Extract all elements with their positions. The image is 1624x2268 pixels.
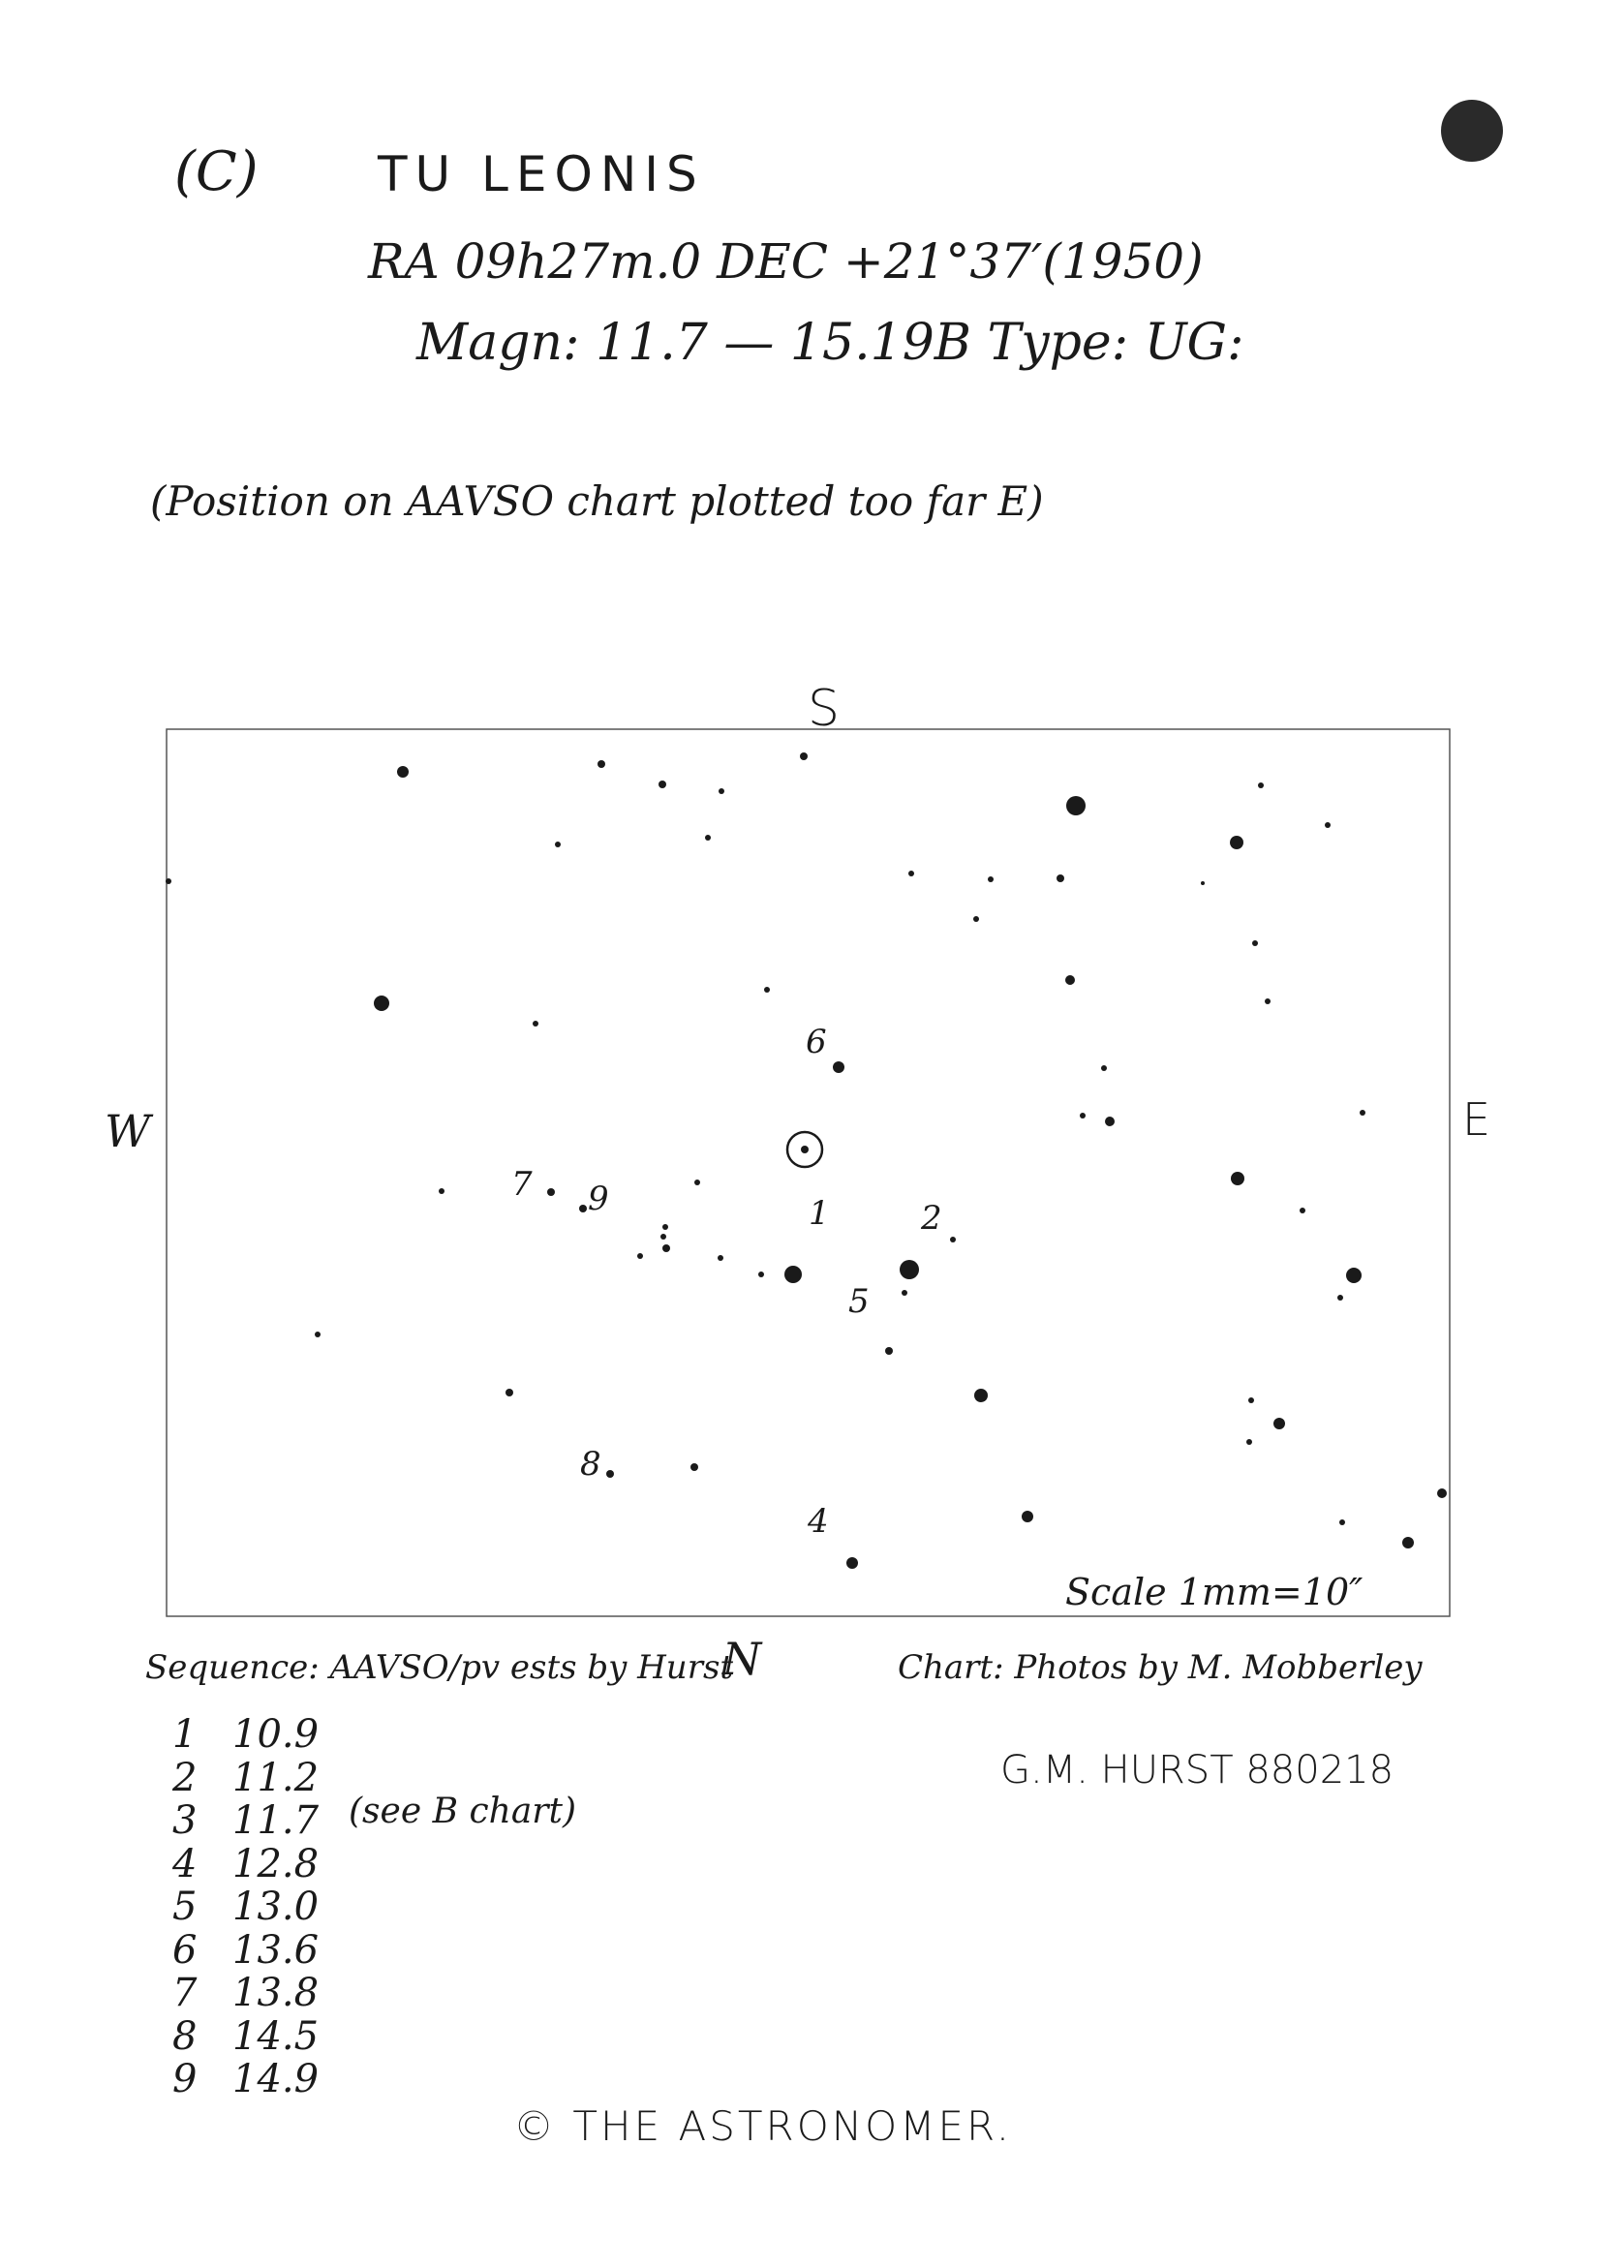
sequence-number: 3 bbox=[172, 1798, 198, 1843]
field-star bbox=[1201, 881, 1205, 885]
field-star bbox=[1273, 1418, 1285, 1429]
field-star bbox=[1402, 1537, 1414, 1548]
author-signature: G.M. HURST 880218 bbox=[1000, 1748, 1394, 1793]
field-star bbox=[1248, 1397, 1254, 1403]
field-star bbox=[374, 996, 389, 1011]
position-note: (Position on AAVSO chart plotted too far E) bbox=[150, 477, 1044, 525]
field-star bbox=[598, 760, 605, 768]
field-star bbox=[439, 1188, 444, 1194]
sequence-magnitude: 11.2 bbox=[232, 1755, 320, 1800]
coordinates: RA 09h27m.0 DEC +21°37′(1950) bbox=[368, 233, 1204, 290]
field-star bbox=[988, 876, 994, 882]
field-star bbox=[900, 1260, 919, 1279]
field-star bbox=[1252, 940, 1258, 946]
field-star bbox=[1300, 1208, 1305, 1213]
field-star bbox=[974, 1389, 988, 1402]
sequence-number: 7 bbox=[172, 1971, 198, 2015]
field-star bbox=[1066, 796, 1086, 815]
field-star bbox=[1101, 1065, 1107, 1071]
field-star bbox=[662, 1244, 670, 1252]
field-star bbox=[579, 1205, 587, 1212]
chart-frame bbox=[167, 729, 1450, 1616]
field-star bbox=[1339, 1519, 1345, 1525]
field-star bbox=[547, 1188, 555, 1196]
direction-east: E bbox=[1462, 1093, 1491, 1146]
field-star bbox=[784, 1266, 802, 1283]
sequence-number: 6 bbox=[172, 1927, 198, 1973]
sequence-magnitude: 13.6 bbox=[232, 1927, 320, 1973]
field-star bbox=[166, 878, 171, 884]
field-star bbox=[397, 766, 409, 778]
direction-west: W bbox=[105, 1105, 151, 1157]
sequence-number: 1 bbox=[172, 1712, 198, 1757]
field-star bbox=[1231, 1172, 1244, 1185]
field-star bbox=[1325, 822, 1331, 828]
field-star bbox=[1022, 1511, 1033, 1522]
variable-marker bbox=[787, 1132, 822, 1167]
field-star bbox=[950, 1237, 956, 1242]
punch-mark bbox=[1441, 100, 1503, 162]
field-star bbox=[1065, 975, 1075, 985]
comparison-star-label: 9 bbox=[588, 1180, 609, 1218]
field-star bbox=[1360, 1110, 1365, 1116]
field-star bbox=[764, 987, 770, 993]
see-b-chart: (see B chart) bbox=[349, 1792, 577, 1831]
field-star bbox=[885, 1347, 893, 1355]
sequence-magnitude: 13.0 bbox=[232, 1885, 320, 1929]
field-star bbox=[1057, 874, 1064, 882]
field-star bbox=[1437, 1488, 1447, 1498]
sequence-number: 4 bbox=[172, 1841, 198, 1886]
sequence-magnitude: 12.8 bbox=[232, 1841, 320, 1886]
field-star bbox=[719, 788, 724, 794]
comparison-star-label: 8 bbox=[580, 1445, 601, 1484]
sequence-magnitude: 10.9 bbox=[232, 1712, 320, 1757]
field-star bbox=[1246, 1439, 1252, 1445]
sequence-number: 5 bbox=[172, 1885, 198, 1929]
sequence-magnitude: 14.9 bbox=[232, 2057, 320, 2101]
field-star bbox=[800, 752, 808, 760]
field-star bbox=[973, 916, 979, 922]
copyright: © THE ASTRONOMER. bbox=[513, 2102, 1013, 2150]
field-star bbox=[902, 1290, 907, 1296]
field-star bbox=[908, 871, 914, 876]
field-star bbox=[1230, 836, 1243, 849]
scale-note: Scale 1mm=10″ bbox=[1065, 1571, 1364, 1613]
chart-id-label: (C) bbox=[174, 140, 259, 203]
field-star bbox=[1080, 1113, 1086, 1119]
field-star bbox=[833, 1061, 844, 1073]
magnitude-range: Magn: 11.7 — 15.19B Type: UG: bbox=[416, 314, 1244, 372]
comparison-star-label: 7 bbox=[511, 1165, 533, 1204]
field-star bbox=[1337, 1295, 1343, 1301]
field-star bbox=[690, 1463, 698, 1471]
field-star bbox=[1346, 1268, 1362, 1283]
field-star bbox=[694, 1180, 700, 1185]
field-star bbox=[758, 1272, 764, 1277]
comparison-star-label: 1 bbox=[809, 1194, 830, 1233]
field-star bbox=[1258, 782, 1264, 788]
field-star bbox=[637, 1253, 643, 1259]
comparison-star-label: 6 bbox=[806, 1023, 827, 1061]
direction-north: N bbox=[722, 1633, 762, 1685]
field-star bbox=[533, 1021, 538, 1027]
field-star bbox=[315, 1332, 321, 1337]
field-star bbox=[659, 781, 666, 788]
sequence-number: 2 bbox=[172, 1755, 198, 1800]
sequence-magnitude: 11.7 bbox=[232, 1798, 320, 1843]
chart-credit: Chart: Photos by M. Mobberley bbox=[898, 1648, 1423, 1687]
direction-south: S bbox=[808, 680, 841, 738]
field-star bbox=[555, 842, 561, 847]
comparison-star-label: 5 bbox=[848, 1282, 870, 1321]
sequence-number: 8 bbox=[172, 2013, 198, 2059]
field-star bbox=[705, 835, 711, 841]
sequence-source: Sequence: AAVSO/pv ests by Hurst bbox=[145, 1648, 734, 1687]
field-star bbox=[606, 1470, 614, 1478]
field-star bbox=[1105, 1117, 1115, 1126]
sequence-magnitude: 14.5 bbox=[232, 2013, 320, 2059]
field-star bbox=[662, 1224, 668, 1230]
field-star bbox=[846, 1557, 858, 1569]
sequence-magnitude: 13.8 bbox=[232, 1971, 320, 2015]
field-star bbox=[660, 1234, 666, 1240]
comparison-star-label: 4 bbox=[808, 1502, 829, 1541]
field-star bbox=[1265, 998, 1271, 1004]
field-star bbox=[506, 1389, 513, 1396]
field-star bbox=[718, 1255, 723, 1261]
star-name: TU LEONIS bbox=[378, 146, 705, 202]
sequence-number: 9 bbox=[172, 2057, 198, 2101]
star-chart bbox=[166, 728, 1451, 1617]
comparison-star-label: 2 bbox=[921, 1199, 942, 1238]
